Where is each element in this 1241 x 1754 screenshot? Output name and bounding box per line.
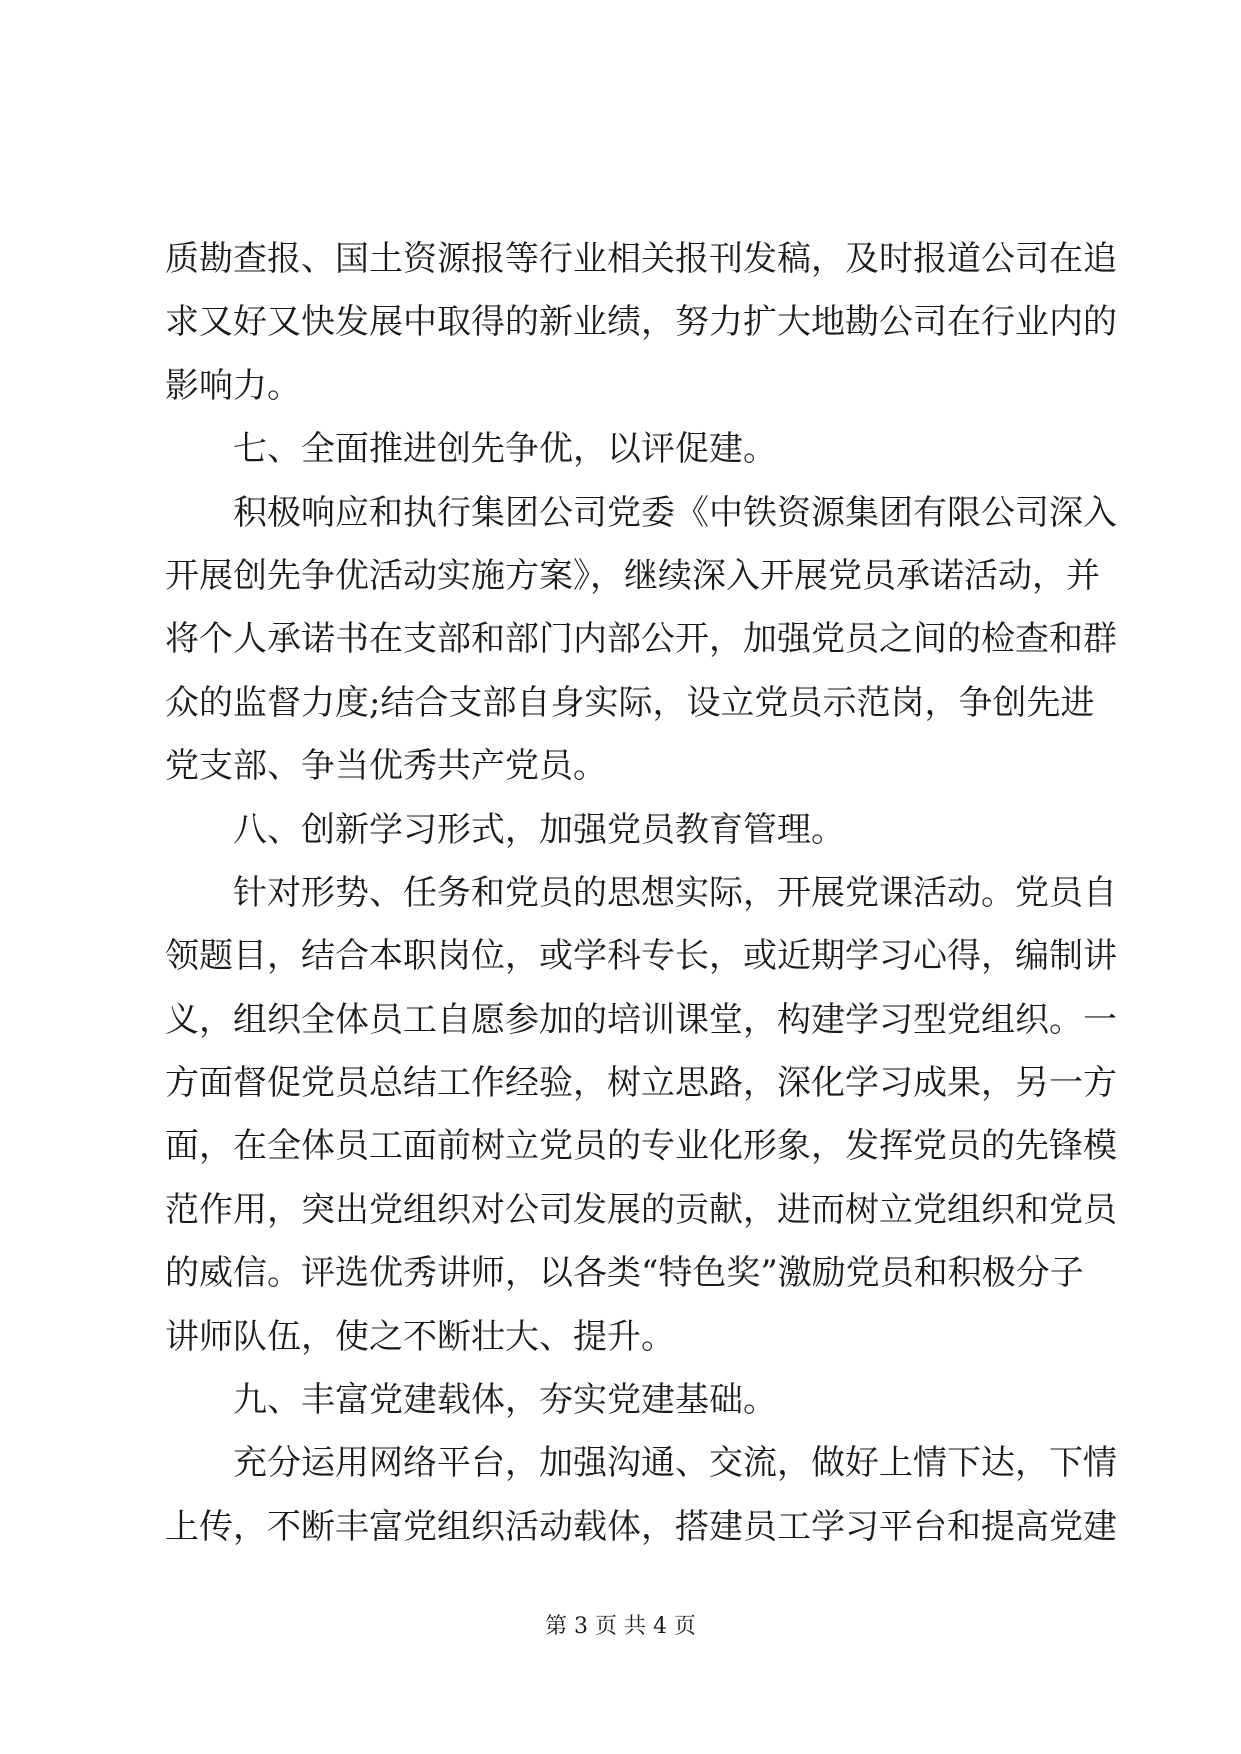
body-line-8: 众的监督力度;结合支部自身实际，设立党员示范岗，争创先进 [165,682,1095,723]
body-line-13: 义，组织全体员工自愿参加的培训课堂，构建学习型党组织。一 [165,999,1117,1040]
section-heading-9: 九、丰富党建载体，夯实党建基础。 [233,1380,777,1421]
body-line-18: 讲师队伍，使之不断壮大、提升。 [165,1316,675,1357]
body-line-11: 针对形势、任务和党员的思想实际，开展党课活动。党员自 [233,872,1117,913]
body-line-5: 积极响应和执行集团公司党委《中铁资源集团有限公司深入 [233,492,1117,533]
body-line-12: 领题目，结合本职岗位，或学科专长，或近期学习心得，编制讲 [165,936,1117,977]
section-heading-7: 七、全面推进创先争优，以评促建。 [233,429,777,470]
document-body [165,228,1117,1559]
page-number-label: 第 3 页 共 4 页 [545,1614,696,1639]
body-line-20: 充分运用网络平台，加强沟通、交流，做好上情下达，下情 [233,1443,1117,1484]
body-line-7: 将个人承诺书在支部和部门内部公开，加强党员之间的检查和群 [165,619,1117,660]
body-line-3: 影响力。 [165,365,301,406]
body-line-6: 开展创先争优活动实施方案》，继续深入开展党员承诺活动，并 [165,555,1100,596]
body-line-15: 面，在全体员工面前树立党员的专业化形象，发挥党员的先锋模 [165,1126,1117,1167]
body-line-16: 范作用，突出党组织对公司发展的贡献，进而树立党组织和党员 [165,1189,1117,1230]
body-line-14: 方面督促党员总结工作经验，树立思路，深化学习成果，另一方 [165,1063,1117,1104]
body-line-1: 质勘查报、国土资源报等行业相关报刊发稿，及时报道公司在追 [165,239,1117,279]
body-line-2: 求又好又快发展中取得的新业绩，努力扩大地勘公司在行业内的 [165,302,1117,343]
page-footer [0,1612,1241,1642]
body-line-21: 上传，不断丰富党组织活动载体，搭建员工学习平台和提高党建 [165,1506,1117,1547]
section-heading-8: 八、创新学习形式，加强党员教育管理。 [233,809,845,850]
body-line-9: 党支部、争当优秀共产党员。 [165,746,607,787]
body-line-17: 的威信。评选优秀讲师，以各类“特色奖”激励党员和积极分子 [165,1253,1084,1294]
